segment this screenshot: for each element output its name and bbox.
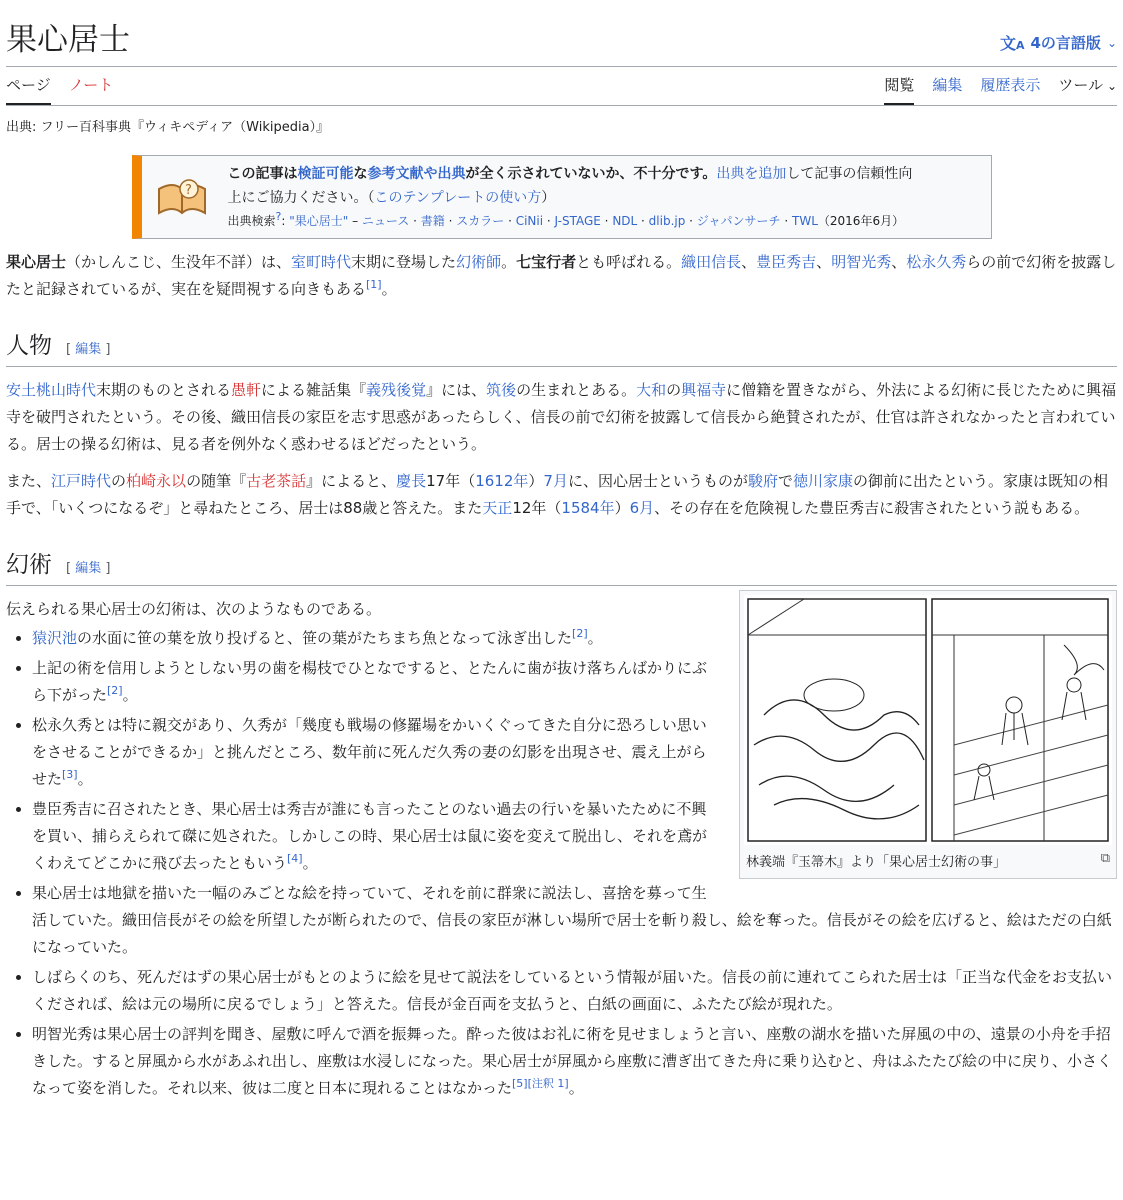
language-label: 4の言語版 [1030, 34, 1101, 52]
chevron-down-icon: ⌄ [1103, 79, 1117, 93]
enlarge-icon[interactable]: ⧉ [1100, 851, 1110, 866]
scholar-link[interactable]: スカラー [456, 214, 505, 228]
person-paragraph-2: また、江戸時代の柏崎永以の随筆『古老茶話』によると、慶長17年（1612年）7月に、因心居士というものが駿府で徳川家康の御前に出たという。家康は既知の相手で、「いくつになるぞ」と尋ねたところ、居士は88歳と答えた。また天正12年（1584年）6月、その存在を危険視した豊臣秀吉に殺害されたという説もある。 [6, 472, 1109, 517]
figure-thumbnail [739, 590, 1117, 879]
link-genjutsushi[interactable]: 幻術師 [456, 253, 502, 271]
link-keicho[interactable]: 慶長 [396, 472, 427, 490]
svg-text:?: ? [184, 183, 192, 198]
section-heading-person: 人物 [ 編集 ] [6, 327, 1117, 367]
genjutsu-intro: 伝えられる果心居士の幻術は、次のようなものである。 [6, 600, 382, 618]
tab-history[interactable]: 履歴表示 [980, 76, 1041, 94]
link-1584[interactable]: 1584年 [561, 499, 615, 517]
list-item: • 上記の術を信用しようとしない男の歯を楊枝でひとなですると、とたんに歯が抜け落ちんばかりにぶら下がった[2]。 [32, 655, 1117, 709]
list-item: • 果心居士は地獄を描いた一幅のみごとな絵を持っていて、それを前に群衆に説法し、喜捨を募って生活していた。織田信長がその絵を所望したが断られたので、信長の家臣が淋しい場所で居士を斬り殺し、絵を奪った。信長がその絵を広げると、絵はただの白紙になっていた。 [32, 880, 1117, 961]
lead-paragraph: 果心居士（かしんこじ、生没年不詳）は、室町時代末期に登場した幻術師。七宝行者とも呼ばれる。織田信長、豊臣秀吉、明智光秀、松永久秀らの前で幻術を披露したと記録されているが、実在を疑問視する向きもある[1]。 [6, 253, 1117, 298]
books-link[interactable]: 書籍 [420, 214, 445, 228]
help-link[interactable]: ? [275, 210, 282, 223]
twl-link[interactable]: TWL [792, 214, 818, 228]
page-title: 果心居士 [6, 22, 130, 58]
tab-read[interactable]: 閲覧 [884, 66, 914, 105]
references-link[interactable]: 参考文献や出典 [367, 166, 466, 182]
list-item: • 明智光秀は果心居士の評判を聞き、屋敷に呼んで酒を振舞った。酔った彼はお礼に術を見せましょうと言い、座敷の湖水を描いた屏風の中の、遠景の小舟を手招きした。すると屏風から水があふれ出し、座敷は水浸しになった。果心居士が屏風から座敷に漕ぎ出てきた舟に乗り込むと、舟はふたたび絵の中に戻り、小さくなって姿を消した。それ以来、彼は二度と日本に現れることはなかった[5][注釈 1]。 [32, 1021, 1117, 1102]
list-item: • 猿沢池の水面に笹の葉を放り投げると、笹の葉がたちまち魚となって泳ぎ出した[2]。 [32, 625, 1117, 652]
ref-3[interactable]: [3] [62, 768, 78, 781]
link-1612[interactable]: 1612年 [475, 472, 529, 490]
source-search-line: 出典検索?: "果心居士" – ニュース · 書籍 · スカラー · CiNii · J-STAGE · NDL · dlib.jp · ジャパンサーチ · TWL（2016年6月） [227, 210, 905, 228]
link-edo[interactable]: 江戸時代 [51, 472, 112, 490]
link-korochawa[interactable]: 古老茶話 [246, 472, 307, 490]
tab-page[interactable]: ページ [6, 66, 51, 105]
notice-box [132, 155, 992, 239]
notice-line-1: この記事は検証可能な参考文献や出典が全く示されていないか、不十分です。出典を追加して記事の信頼性向 [227, 166, 913, 182]
add-source-link[interactable]: 出典を追加 [716, 166, 787, 182]
section-heading-genjutsu: 幻術 [ 編集 ] [6, 546, 1117, 586]
link-guken[interactable]: 愚軒 [231, 381, 262, 399]
link-matsunaga[interactable]: 松永久秀 [906, 253, 967, 271]
book-icon [152, 162, 212, 232]
link-kashiwazaki[interactable]: 柏崎永以 [126, 472, 187, 490]
template-usage-link[interactable]: このテンプレートの使い方 [374, 190, 542, 206]
ref-2b[interactable]: [2] [107, 684, 123, 697]
person-paragraph-1: 安土桃山時代末期のものとされる愚軒による雑話集『義残後覚』には、筑後の生まれとある。大和の興福寺に僧籍を置きながら、外法による幻術に長じたために興福寺を破門されたという。その後、織田信長の家臣を志す思惑があったらしく、信長の前で幻術を披露して信長から絶賛されたが、仕官は許されなかったと言われている。居士の操る幻術は、見る者を例外なく惑わせるほどだったという。 [6, 381, 1117, 453]
figure-caption [744, 845, 1112, 874]
japansearch-link[interactable]: ジャパンサーチ [696, 214, 781, 228]
chevron-down-icon: ⌄ [1106, 35, 1117, 50]
tools-menu[interactable] [1058, 66, 1117, 105]
woodblock-illustration[interactable] [744, 595, 1112, 845]
tools-label: ツール [1058, 76, 1104, 94]
link-akechi[interactable]: 明智光秀 [831, 253, 892, 271]
list-item: • しばらくのち、死んだはずの果心居士がもとのように絵を見せて説法をしているという情報が届いた。信長の前に連れてこられた居士は「正当な代金をお支払いくだされば、絵は元の場所に戻るでしょう」と答えた。信長が金百両を支払うと、白紙の画面に、ふたたび絵が現れた。 [32, 964, 1117, 1018]
caption-text: 林義端『玉箒木』より「果心居士幻術の事」 [746, 855, 1007, 870]
verifiable-link[interactable]: 検証可能 [297, 166, 354, 182]
note-1[interactable]: [注釈 1] [527, 1077, 569, 1090]
link-sunpu[interactable]: 駿府 [747, 472, 778, 490]
cinii-link[interactable]: CiNii [515, 214, 544, 228]
notice-line-2: 上にご協力ください。（このテンプレートの使い方） [227, 190, 556, 206]
tab-edit[interactable]: 編集 [932, 76, 963, 94]
news-link[interactable]: ニュース [361, 214, 410, 228]
ref-4[interactable]: [4] [287, 852, 303, 865]
link-gizangokaku[interactable]: 義残後覚 [366, 381, 427, 399]
link-tensho[interactable]: 天正 [482, 499, 513, 517]
tab-talk[interactable]: ノート [68, 76, 114, 94]
link-july[interactable]: 7月 [543, 472, 568, 490]
link-azuchi[interactable]: 安土桃山時代 [6, 381, 97, 399]
link-oda[interactable]: 織田信長 [681, 253, 742, 271]
title-row [6, 0, 1117, 67]
list-item: • 松永久秀とは特に親交があり、久秀が「幾度も戦場の修羅場をかいくぐってきた自分に恐ろしい思いをさせることができるか」と挑んだところ、数年前に死んだ久秀の妻の幻影を出現させ、震え上がらせた[3]。 [32, 712, 1117, 793]
dlib-link[interactable]: dlib.jp [648, 214, 686, 228]
link-yamato[interactable]: 大和 [636, 381, 667, 399]
source-line: 出典: フリー百科事典『ウィキペディア（Wikipedia）』 [6, 120, 330, 135]
edit-section-person[interactable]: 編集 [75, 342, 102, 357]
link-sarusawa[interactable]: 猿沢池 [32, 629, 78, 647]
ref-5[interactable]: [5] [512, 1077, 528, 1090]
ndl-link[interactable]: NDL [612, 214, 638, 228]
ref-2[interactable]: [2] [572, 627, 588, 640]
link-kofukuji[interactable]: 興福寺 [681, 381, 727, 399]
language-button[interactable] [1000, 31, 1117, 66]
translate-icon: 文A [999, 34, 1025, 53]
jstage-link[interactable]: J-STAGE [554, 214, 601, 228]
link-ieyasu[interactable]: 徳川家康 [793, 472, 854, 490]
edit-section-genjutsu[interactable]: 編集 [75, 561, 102, 576]
link-june[interactable]: 6月 [629, 499, 655, 517]
tabs-row [6, 67, 1117, 106]
link-muromachi[interactable]: 室町時代 [291, 253, 352, 271]
link-toyotomi[interactable]: 豊臣秀吉 [756, 253, 817, 271]
link-chikugo[interactable]: 筑後 [486, 381, 517, 399]
ref-1[interactable]: [1] [366, 278, 382, 291]
list-item: • 豊臣秀吉に召されたとき、果心居士は秀吉が誰にも言ったことのない過去の行いを暴いたために不興を買い、捕らえられて磔に処された。しかしこの時、果心居士は鼠に姿を変えて脱出し、それを鳶がくわえてどこかに飛び去ったともいう[4]。 [32, 796, 1117, 877]
search-query-link[interactable]: "果心居士" [289, 214, 349, 228]
